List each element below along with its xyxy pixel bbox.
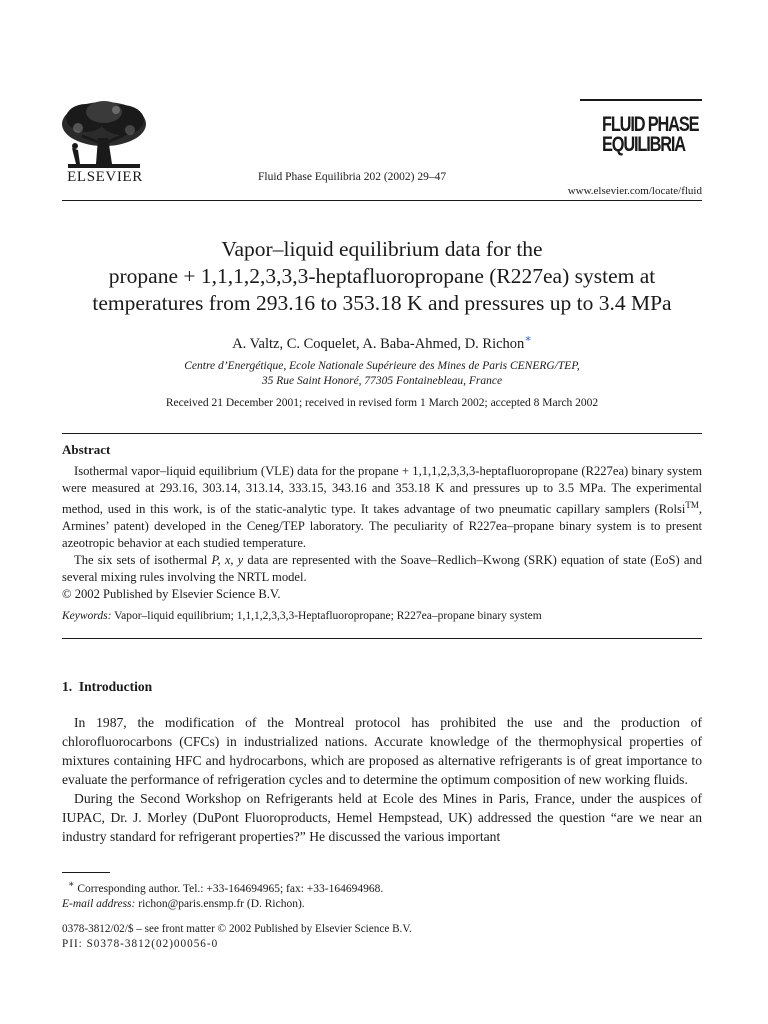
- abstract-heading: Abstract: [62, 442, 111, 457]
- journal-logo-text: [602, 115, 711, 155]
- keywords-text: Vapor–liquid equilibrium; 1,1,1,2,3,3,3-Heptafluoropropane; R227ea–propane binary system: [111, 610, 542, 622]
- keywords: [62, 610, 702, 622]
- abstract-copyright: © 2002 Published by Elsevier Science B.V.: [62, 587, 281, 602]
- footnotes: [62, 877, 702, 912]
- footnote-email: [62, 897, 702, 912]
- article-title: [62, 236, 702, 317]
- abstract-paragraph: [62, 552, 702, 586]
- email-label: E-mail address:: [62, 897, 136, 910]
- journal-logo-rule: [580, 99, 702, 101]
- affiliation-line: Centre d’Energétique, Ecole Nationale Supérieure des Mines de Paris CENERG/TEP,: [184, 360, 580, 372]
- footnote-divider: [62, 872, 110, 873]
- abstract-paragraph: [62, 463, 702, 552]
- author-list: [62, 332, 702, 353]
- abstract-text: Isothermal vapor–liquid equilibrium (VLE) data for the propane + 1,1,1,2,3,3,3-heptafluoropropane (R227ea) binary system were measured at 293.16, 303.14, 313.14, 333.15, 343.16 and 353.18 K and pressures up to 3.5 MPa. The experimental method, used in this work, is of the static-analytic type. It takes advantage of two pneumatic capillary samplers (Rolsi: [62, 464, 702, 517]
- journal-url[interactable]: www.elsevier.com/locate/fluid: [567, 185, 702, 197]
- abstract-text: data are represented with the Soave–Redlich–Kwong (SRK) equation of state (EoS) and several mixing rules involving the NRTL model.: [62, 553, 703, 585]
- abstract-body: [62, 463, 702, 603]
- abstract-top-divider: [62, 433, 702, 434]
- section-heading: 1. Introduction: [62, 679, 153, 694]
- footnote-mark: ∗: [68, 879, 75, 890]
- elsevier-tree-logo: [58, 98, 150, 170]
- title-line: Vapor–liquid equilibrium data for the: [221, 237, 543, 261]
- received-dates: Received 21 December 2001; received in revised form 1 March 2002; accepted 8 March 2002: [165, 397, 599, 409]
- body-paragraph: During the Second Workshop on Refrigerants held at Ecole des Mines in Paris, France, under the auspices of IUPAC, Dr. J. Morley (DuPont Fluoroproducts, Hemel Hempstead, UK) addressed the question “are we near an industry standard for refrigerant properties?” He discussed the various important: [62, 791, 702, 844]
- keywords-label: Keywords:: [62, 610, 112, 622]
- authors-text: A. Valtz, C. Coquelet, A. Baba-Ahmed, D. Richon: [232, 335, 525, 352]
- journal-logo-line2: EQUILIBRIA: [602, 133, 685, 156]
- pii-line: PII: S0378-3812(02)00056-0: [62, 938, 219, 950]
- email-address[interactable]: richon@paris.ensmp.fr (D. Richon).: [135, 897, 305, 910]
- trademark-mark: TM: [685, 500, 699, 510]
- journal-logo-line1: FLUID PHASE: [602, 113, 699, 136]
- journal-logo: [580, 99, 702, 155]
- title-line: temperatures from 293.16 to 353.18 K and pressures up to 3.4 MPa: [92, 291, 672, 315]
- footnote-text: Corresponding author. Tel.: +33-164694965; fax: +33-164694968.: [74, 882, 384, 895]
- abstract-variables: P, x, y: [211, 553, 244, 568]
- affiliation-line: 35 Rue Saint Honoré, 77305 Fontainebleau, France: [261, 375, 503, 387]
- header-divider: [62, 200, 702, 201]
- publisher-name: ELSEVIER: [67, 169, 143, 185]
- abstract-text: , Armines’ patent) developed in the Ceneg/TEP laboratory. The peculiarity of R227ea–propane binary system is to present azeotropic behavior at each studied temperature.: [62, 502, 702, 551]
- corresponding-author-mark[interactable]: ∗: [524, 333, 532, 345]
- footnote-corresponding: [62, 877, 702, 897]
- affiliation: [62, 359, 702, 389]
- issn-line: 0378-3812/02/$ – see front matter © 2002 Published by Elsevier Science B.V.: [62, 923, 412, 935]
- abstract-bottom-divider: [62, 638, 702, 639]
- title-line: propane + 1,1,1,2,3,3,3-heptafluoropropane (R227ea) system at: [108, 264, 656, 288]
- journal-citation: Fluid Phase Equilibria 202 (2002) 29–47: [258, 171, 447, 183]
- body-paragraph: In 1987, the modification of the Montreal protocol has prohibited the use and the production of chlorofluorocarbons (CFCs) in industrialized nations. Accurate knowledge of the thermophysical properties of mixtures containing HFC and hydrocarbons, which are proposed as alternative refrigerants is of great importance to evaluate the performance of refrigeration cycles and to determine the optimum composition of new working fluids.: [62, 715, 702, 787]
- front-matter: [62, 922, 702, 952]
- abstract-text: The six sets of isothermal: [74, 553, 212, 568]
- introduction-body: [62, 713, 702, 846]
